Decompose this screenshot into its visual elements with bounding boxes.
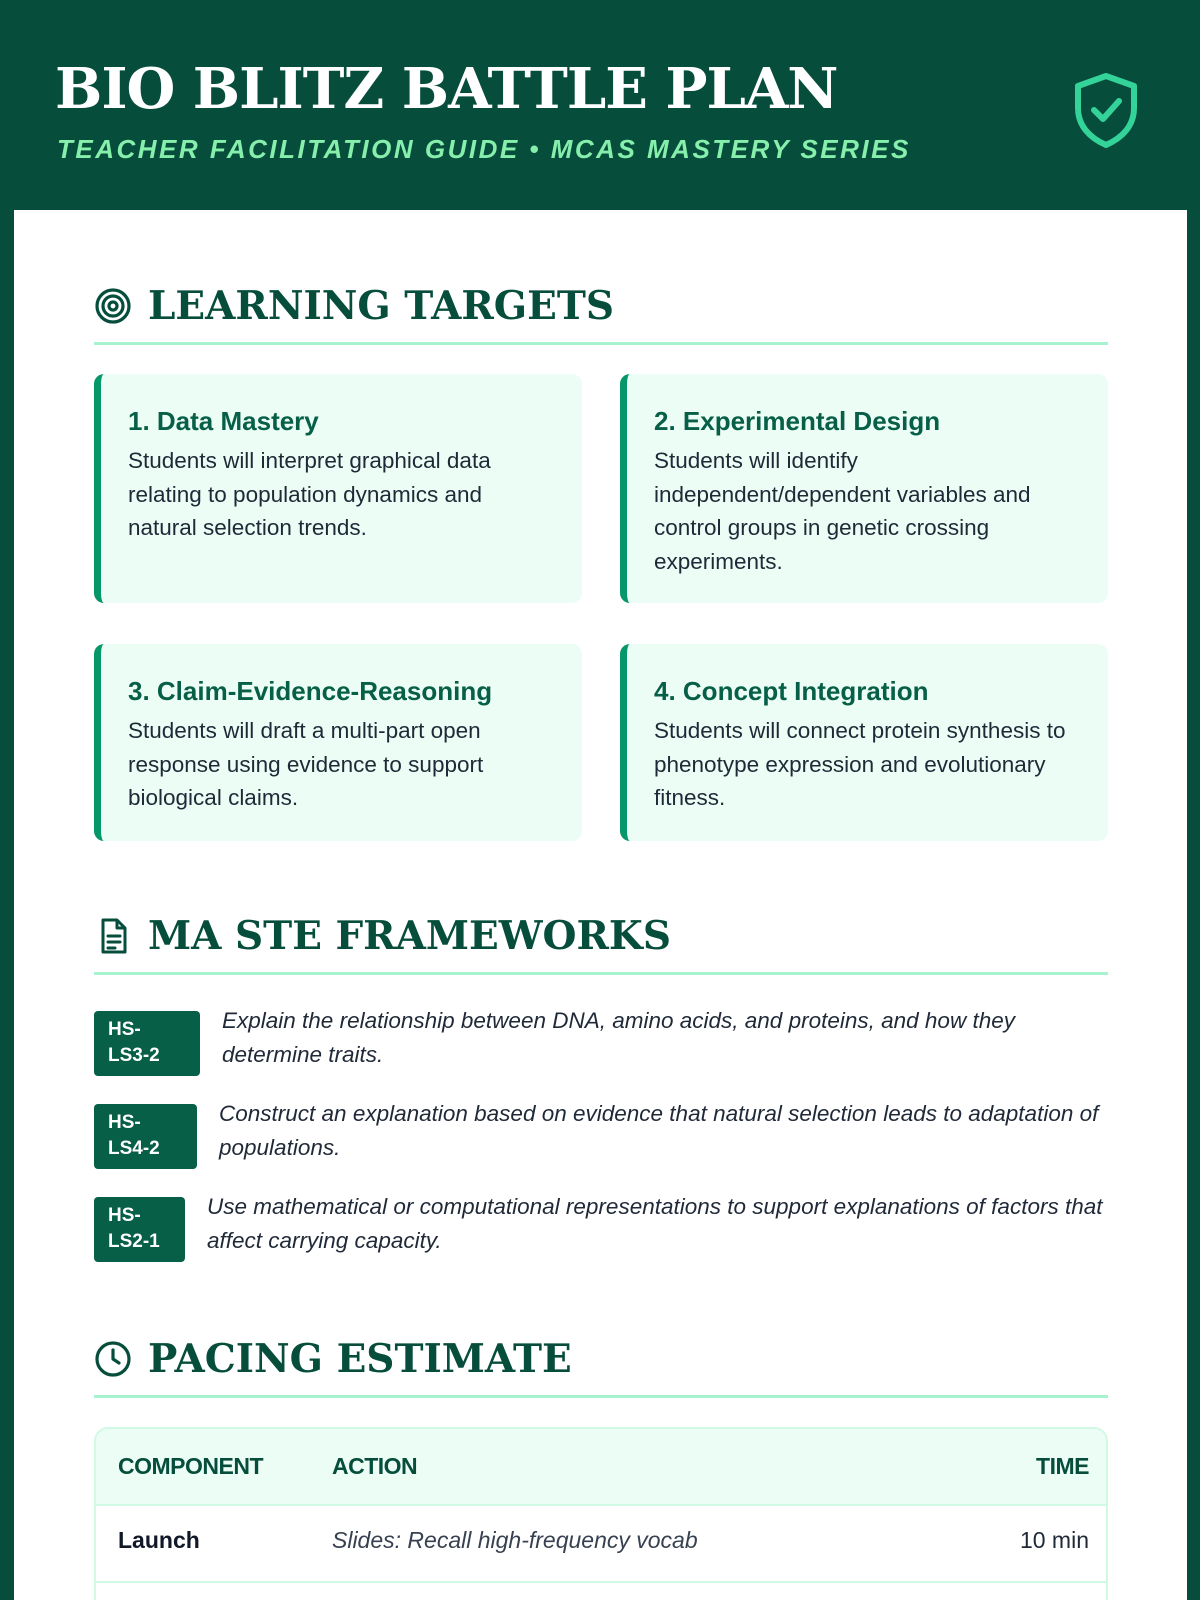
section-title: PACING ESTIMATE <box>148 1336 572 1382</box>
card-title: 4. Concept Integration <box>654 676 929 706</box>
standard-description: Explain the relationship between DNA, amino acids, and proteins, and how they determine traits. <box>222 1008 1015 1067</box>
framework-standard <box>94 1196 1108 1262</box>
learning-target-card <box>620 374 1108 603</box>
page-header <box>0 0 1200 210</box>
row-component: Launch <box>118 1527 200 1553</box>
card-text: Students will identify independent/dependent variables and control groups in genetic crossing experiments. <box>654 448 1031 574</box>
card-title: 2. Experimental Design <box>654 406 941 436</box>
column-header-component: COMPONENT <box>118 1453 263 1479</box>
learning-targets-heading <box>94 285 1108 345</box>
column-header-action: ACTION <box>332 1453 418 1479</box>
table-row <box>96 1506 1108 1583</box>
card-title: 1. Data Mastery <box>128 406 319 436</box>
clock-icon <box>94 1340 132 1378</box>
section-title: MA STE FRAMEWORKS <box>148 913 671 959</box>
standard-description: Construct an explanation based on evidence that natural selection leads to adaptation of populations. <box>219 1101 1099 1160</box>
standard-code-badge: HS- LS4-2 <box>94 1104 197 1169</box>
framework-standard <box>94 1103 1108 1169</box>
page-title: BIO BLITZ BATTLE PLAN <box>55 56 838 122</box>
row-action: Slides: Recall high-frequency vocab <box>332 1527 698 1553</box>
learning-target-card <box>94 644 582 841</box>
learning-target-card <box>620 644 1108 841</box>
section-title: LEARNING TARGETS <box>148 283 615 329</box>
learning-target-card <box>94 374 582 603</box>
document-icon <box>94 917 132 955</box>
pacing-table <box>94 1427 1108 1600</box>
card-text: Students will interpret graphical data relating to population dynamics and natural selection trends. <box>128 448 491 540</box>
target-icon <box>94 287 132 325</box>
card-text: Students will connect protein synthesis to phenotype expression and evolutionary fitness. <box>654 718 1066 810</box>
standard-description: Use mathematical or computational representations to support explanations of factors that affect carrying capacity. <box>207 1194 1103 1253</box>
column-header-time: TIME <box>1036 1453 1089 1479</box>
page-subtitle: TEACHER FACILITATION GUIDE • MCAS MASTERY SERIES <box>57 134 911 164</box>
framework-standard <box>94 1010 1108 1076</box>
standard-code-badge: HS- LS3-2 <box>94 1011 200 1076</box>
frameworks-heading <box>94 915 1108 975</box>
row-time: 10 min <box>1019 1527 1089 1553</box>
card-text: Students will draft a multi-part open response using evidence to support biological claims. <box>128 718 484 810</box>
table-header <box>96 1429 1108 1506</box>
card-title: 3. Claim-Evidence-Reasoning <box>128 676 493 706</box>
standard-code-badge: HS- LS2-1 <box>94 1197 185 1262</box>
pacing-heading <box>94 1338 1108 1398</box>
shield-check-icon <box>1072 72 1140 150</box>
